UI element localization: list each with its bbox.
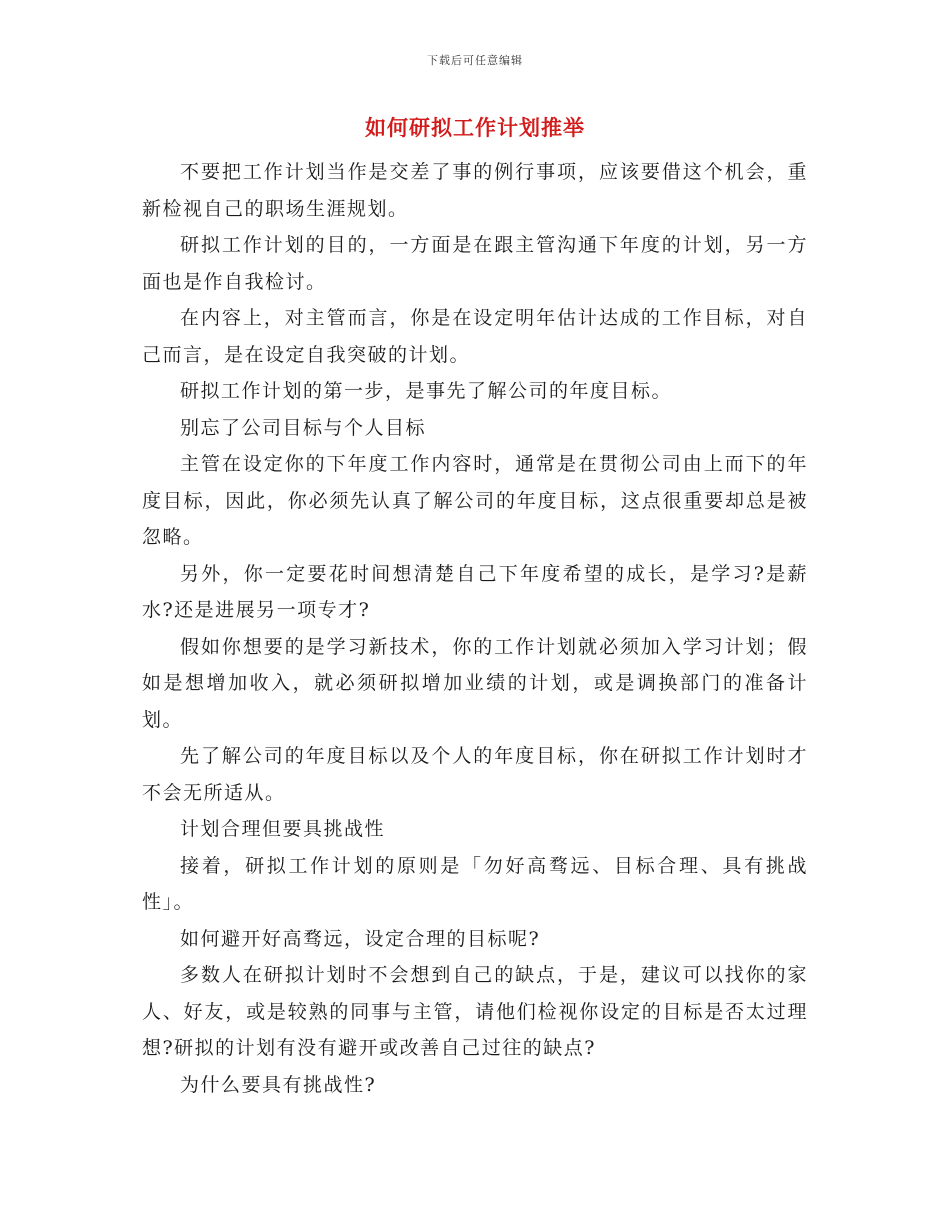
paragraph: 多数人在研拟计划时不会想到自己的缺点，于是，建议可以找你的家人、好友，或是较熟的同事与主管，请他们检视你设定的目标是否太过理想?研拟的计划有没有避开或改善自己过往的缺点? (142, 964, 808, 1059)
section-heading: 别忘了公司目标与个人目标 (180, 416, 427, 439)
paragraph: 如何避开好高骛远，设定合理的目标呢? (180, 927, 541, 950)
document-body (142, 154, 808, 1103)
paragraph: 在内容上，对主管而言，你是在设定明年估计达成的工作目标，对自己而言，是在设定自我突破的计划。 (142, 307, 808, 366)
page-header-note: 下载后可任意编辑 (427, 54, 523, 67)
paragraph: 接着，研拟工作计划的原则是「勿好高骛远、目标合理、具有挑战性」。 (142, 854, 808, 913)
paragraph: 先了解公司的年度目标以及个人的年度目标，你在研拟工作计划时才不会无所适从。 (142, 745, 808, 804)
section-heading: 计划合理但要具挑战性 (180, 818, 386, 840)
paragraph: 研拟工作计划的第一步，是事先了解公司的年度目标。 (180, 380, 673, 402)
paragraph: 不要把工作计划当作是交差了事的例行事项，应该要借这个机会，重新检视自己的职场生涯规划。 (142, 161, 808, 220)
paragraph: 另外，你一定要花时间想清楚自己下年度希望的成长，是学习?是薪水?还是进展另一项专才? (142, 562, 808, 621)
paragraph: 研拟工作计划的目的，一方面是在跟主管沟通下年度的计划，另一方面也是作自我检讨。 (142, 234, 808, 293)
paragraph: 假如你想要的是学习新技术，你的工作计划就必须加入学习计划；假如是想增加收入，就必须研拟增加业绩的计划，或是调换部门的准备计划。 (142, 635, 808, 731)
document-title: 如何研拟工作计划推举 (365, 115, 585, 140)
paragraph: 为什么要具有挑战性? (180, 1073, 377, 1096)
paragraph: 主管在设定你的下年度工作内容时，通常是在贯彻公司由上而下的年度目标，因此，你必须先认真了解公司的年度目标，这点很重要却总是被忽略。 (142, 453, 808, 548)
